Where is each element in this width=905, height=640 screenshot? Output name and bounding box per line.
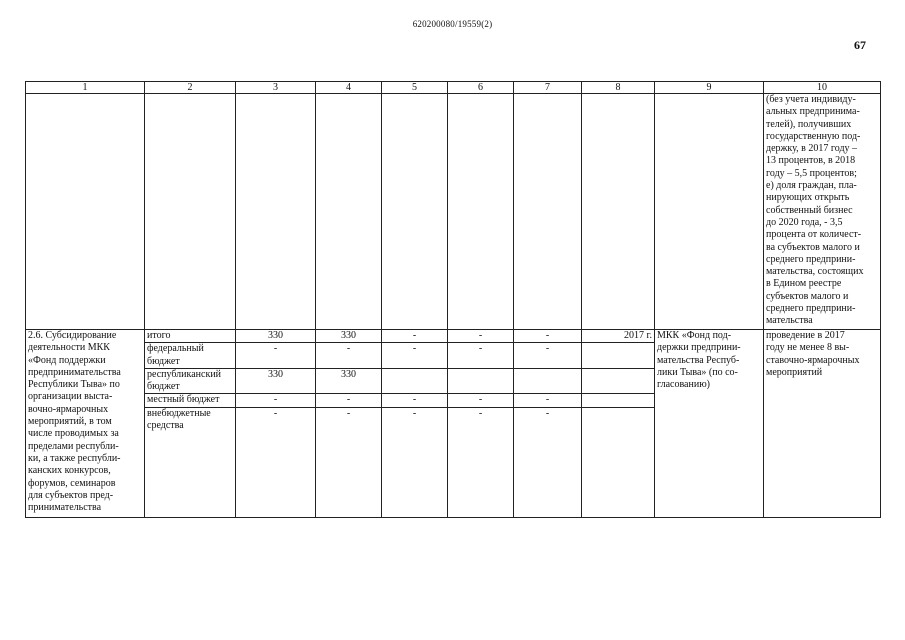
value-cell: - <box>236 343 316 369</box>
funding-source-label: республиканский бюджет <box>145 368 236 394</box>
value-cell: - <box>514 407 582 517</box>
funding-source-label: внебюджетные средства <box>145 407 236 517</box>
column-header: 10 <box>764 82 881 94</box>
executor-cell: МКК «Фонд под- держки предприни- мательства Респуб- лики Тыва» (по со- гласованию) <box>655 330 764 518</box>
expected-result-cell: проведение в 2017 году не менее 8 вы- ставочно-ярмарочных мероприятий <box>764 330 881 518</box>
value-cell: - <box>382 407 448 517</box>
value-cell: - <box>316 394 382 407</box>
value-cell: - <box>382 343 448 369</box>
table-cell <box>236 94 316 330</box>
column-header: 1 <box>26 82 145 94</box>
column-header: 8 <box>582 82 655 94</box>
page-number: 67 <box>854 38 866 52</box>
value-cell <box>514 368 582 394</box>
column-header: 6 <box>448 82 514 94</box>
activity-name-cell: 2.6. Субсидирование деятельности МКК «Фонд поддержки предпринимательства Республики Тыва» по организации выста- вочно-ярмарочных мероприятий, в том числе проводимых за пределами республи- ки, а также республи- канских конкурсов, форумов, семинаров для субъектов пред- принимательства <box>26 330 145 518</box>
value-cell <box>448 368 514 394</box>
table-cell <box>582 394 655 407</box>
table-cell <box>582 94 655 330</box>
value-cell: - <box>236 407 316 517</box>
funding-source-label: федеральный бюджет <box>145 343 236 369</box>
column-header: 3 <box>236 82 316 94</box>
value-cell: - <box>382 330 448 343</box>
column-header-row <box>26 82 881 94</box>
indicator-text-cell: (без учета индивиду- альных предпринима- телей), получивших государственную под- держку, в 2017 году – 13 процентов, в 2018 году – 5,5 процентов; е) доля граждан, пла- нирующих открыть собственный бизнес до 2020 года, - 3,5 процента от количест- ва субъектов малого и среднего предприни- мательства, состоящих в Едином реестре субъектов малого и среднего предприни- мательства <box>764 94 881 330</box>
value-cell: - <box>448 407 514 517</box>
table-cell <box>582 407 655 517</box>
column-header: 2 <box>145 82 236 94</box>
table-cell <box>145 94 236 330</box>
deadline-cell: 2017 г. <box>582 330 655 343</box>
funding-source-label: итого <box>145 330 236 343</box>
value-cell: - <box>316 407 382 517</box>
value-cell: - <box>448 394 514 407</box>
funding-source-label: местный бюджет <box>145 394 236 407</box>
value-cell: - <box>448 330 514 343</box>
table-cell <box>655 94 764 330</box>
table-cell <box>382 94 448 330</box>
table-cell <box>514 94 582 330</box>
value-cell: - <box>514 343 582 369</box>
table-cell <box>582 343 655 369</box>
table-cell <box>448 94 514 330</box>
column-header: 5 <box>382 82 448 94</box>
column-header: 9 <box>655 82 764 94</box>
value-cell: 330 <box>236 330 316 343</box>
column-header: 4 <box>316 82 382 94</box>
activity-table <box>25 81 881 518</box>
column-header: 7 <box>514 82 582 94</box>
value-cell: - <box>316 343 382 369</box>
table-cell <box>26 94 145 330</box>
continued-row <box>26 94 881 330</box>
document-id: 620200080/19559(2) <box>412 19 493 29</box>
table-cell <box>316 94 382 330</box>
value-cell: - <box>514 330 582 343</box>
value-cell: - <box>382 394 448 407</box>
value-cell <box>382 368 448 394</box>
table-cell <box>582 368 655 394</box>
table-row <box>26 330 881 343</box>
value-cell: 330 <box>236 368 316 394</box>
value-cell: 330 <box>316 368 382 394</box>
value-cell: 330 <box>316 330 382 343</box>
value-cell: - <box>514 394 582 407</box>
value-cell: - <box>236 394 316 407</box>
value-cell: - <box>448 343 514 369</box>
